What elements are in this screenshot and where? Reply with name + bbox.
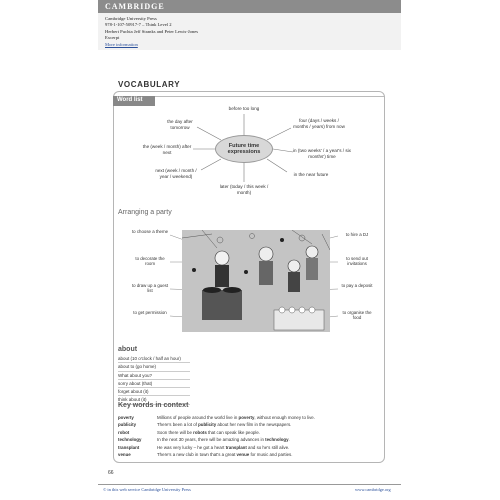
copyright-link[interactable]: © in this web service Cambridge University Press [103, 487, 191, 492]
key-words-title: Key words in context [118, 402, 189, 409]
party-task-right-3: to pay a deposit [341, 283, 373, 288]
party-task-left-1: to choose a theme [131, 229, 169, 234]
website-link[interactable]: www.cambridge.org [355, 487, 391, 492]
key-word: publicity [118, 422, 137, 428]
party-task-left-3: to draw up a guest list [131, 283, 169, 294]
table-row [118, 421, 383, 428]
table-row [118, 414, 383, 421]
party-illustration [182, 230, 330, 332]
publisher-logo: CAMBRIDGE [105, 2, 165, 11]
page-number: 66 [108, 470, 114, 476]
example-sentence: There's been a lot of publicity about her new film in the newspapers. [157, 422, 292, 428]
party-illustration-art [182, 230, 330, 332]
key-word: venue [118, 452, 131, 458]
label-after-next: the (week / month) after next [142, 144, 192, 155]
table-row [118, 451, 383, 458]
list-item: think about (it) [118, 396, 190, 404]
section-title: VOCABULARY [118, 80, 181, 89]
key-words-table [118, 414, 383, 458]
publisher-meta [105, 16, 198, 48]
example-sentence: He was very lucky – he got a heart transplant and so he's still alive. [157, 444, 290, 450]
about-list [118, 355, 238, 405]
future-time-diagram [113, 96, 385, 206]
label-near-future: in the near future [293, 172, 329, 177]
hub-label: Future time expressions [227, 142, 261, 155]
footer-divider [98, 484, 401, 485]
label-next-period: next (week / month / year / weekend) [155, 168, 197, 179]
party-task-right-4: to organise the food [342, 310, 372, 321]
isbn-line: 978-1-107-50917-7 – Think Level 2 [105, 22, 172, 28]
key-word: robot [118, 429, 130, 435]
example-sentence: Millions of people around the world live in poverty, without enough money to live. [157, 415, 315, 420]
table-row [118, 436, 383, 443]
publisher-name: Cambridge University Press [105, 16, 157, 21]
list-item: What about you? [118, 372, 190, 380]
excerpt-label: Excerpt [105, 35, 120, 41]
label-before-too-long: before too long [228, 106, 260, 111]
example-sentence: There's a new club in town that's a great venue for music and parties. [157, 452, 293, 458]
key-word: poverty [118, 415, 134, 420]
authors-line: Herbert Puchta Jeff Stranks and Peter Lewis-Jones [105, 28, 199, 34]
list-item: about to (go home) [118, 363, 190, 371]
party-task-right-1: to hire a DJ [345, 232, 369, 237]
arranging-party-title: Arranging a party [118, 209, 172, 216]
example-sentence: Soon there will be robots that can speak like people. [157, 429, 261, 435]
list-item: about (10 o'clock / half an hour) [118, 355, 190, 363]
label-later: later (today / this week / month) [219, 184, 269, 195]
word-list-tag: Word list [113, 96, 155, 106]
example-sentence: In the next 30 years, there will be amazing advances in technology. [157, 437, 290, 443]
label-in-time: in (two weeks' / a year's / six months') time [293, 148, 351, 159]
more-information-link[interactable]: More information [105, 41, 138, 47]
table-row [118, 429, 383, 436]
party-task-right-2: to send out invitations [346, 256, 368, 267]
party-task-left-2: to decorate the room [135, 256, 165, 267]
key-word: technology [118, 437, 142, 443]
label-day-after-tomorrow: the day after tomorrow [167, 119, 193, 130]
label-from-now: four (days / weeks / months / years) from now [293, 118, 345, 129]
table-row [118, 444, 383, 451]
diagram-hub [215, 135, 273, 163]
list-item: sorry about (that) [118, 380, 190, 388]
list-item: forget about (it) [118, 388, 190, 396]
about-title: about [118, 346, 138, 353]
party-task-left-4: to get permission [133, 310, 167, 315]
key-word: transplant [118, 444, 140, 450]
